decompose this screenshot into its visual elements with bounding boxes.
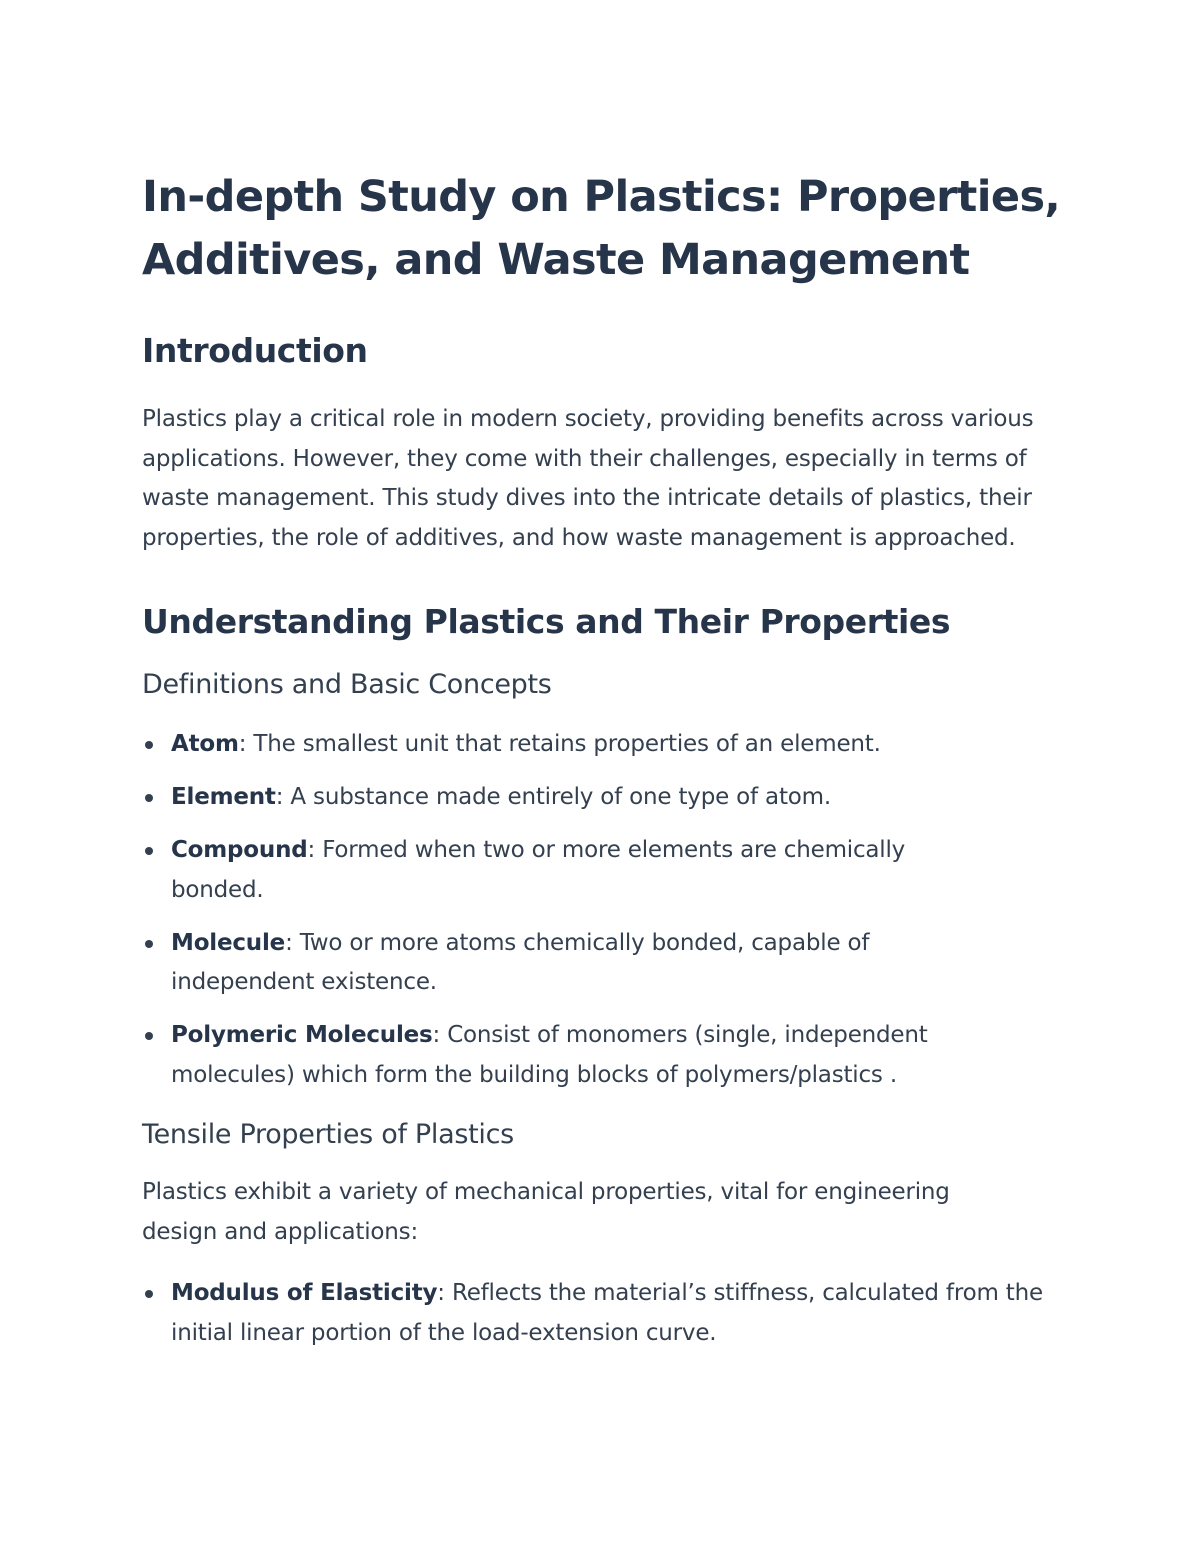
list-item: [142, 831, 971, 910]
term-label: Polymeric Molecules: [171, 1022, 433, 1048]
term-description: : The smallest unit that retains properties of an element.: [238, 731, 881, 757]
introduction-paragraph: Plastics play a critical role in modern society, providing benefits across various applications. However, they come with their challenges, especially in terms of waste management. This study dives into the intricate details of plastics, their properties, the role of additives, and how waste management is approached.: [142, 406, 1034, 551]
tensile-list: [142, 1274, 1062, 1353]
bullet-icon: [145, 741, 153, 749]
bullet-icon: [145, 1032, 153, 1040]
tensile-paragraph: Plastics exhibit a variety of mechanical properties, vital for engineering design and applications:: [142, 1179, 950, 1245]
term-description: : A substance made entirely of one type of atom.: [275, 784, 831, 810]
bullet-icon: [145, 794, 153, 802]
term-label: Modulus of Elasticity: [171, 1280, 438, 1306]
term-label: Atom: [171, 731, 239, 757]
document-page: [142, 166, 1062, 1367]
introduction-heading: Introduction: [142, 331, 368, 370]
understanding-heading: Understanding Plastics and Their Properties: [142, 602, 951, 641]
list-item: [142, 924, 941, 1003]
list-item: [142, 778, 1062, 818]
term-label: Compound: [171, 837, 308, 863]
bullet-icon: [145, 847, 153, 855]
term-label: Molecule: [171, 929, 286, 956]
document-title: In-depth Study on Plastics: Properties, Additives, and Waste Management: [142, 172, 1061, 285]
bullet-icon: [145, 940, 153, 948]
list-item: [142, 725, 1062, 765]
list-item: [142, 1016, 1011, 1095]
term-description: : Two or more atoms chemically bonded, capable of independent existence.: [171, 929, 870, 995]
definitions-heading: Definitions and Basic Concepts: [142, 669, 552, 700]
term-label: Element: [171, 784, 276, 810]
term-description: : Reflects the material’s stiffness, calculated from the initial linear portion of the load-extension curve.: [171, 1280, 1043, 1346]
tensile-heading: Tensile Properties of Plastics: [142, 1119, 514, 1150]
term-description: : Consist of monomers (single, independent molecules) which form the building blocks of polymers/plastics .: [171, 1022, 928, 1088]
bullet-icon: [145, 1290, 153, 1298]
term-description: : Formed when two or more elements are chemically bonded.: [171, 837, 906, 903]
list-item: [142, 1274, 1051, 1353]
definitions-list: [142, 725, 1062, 1095]
